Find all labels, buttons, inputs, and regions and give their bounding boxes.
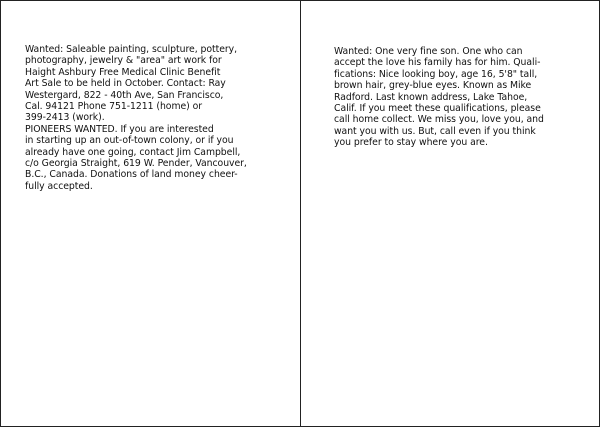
ad-line: 399-2413 (work). xyxy=(25,112,105,124)
ad-line: want you with us. But, call even if you think xyxy=(334,125,536,137)
ad-art-sale xyxy=(25,44,277,124)
left-page xyxy=(1,1,301,426)
ad-line: PIONEERS WANTED. If you are interested xyxy=(25,123,214,135)
ad-line: Westergard, 822 - 40th Ave, San Francisco, xyxy=(25,89,224,101)
ad-wanted-son xyxy=(334,46,584,149)
right-page-column xyxy=(334,46,584,149)
ad-line: call home collect. We miss you, love you, and xyxy=(334,114,544,126)
ad-line: B.C., Canada. Donations of land money cheer- xyxy=(25,169,238,181)
ad-line: Radford. Last known address, Lake Tahoe, xyxy=(334,91,528,103)
ad-line: c/o Georgia Straight, 619 W. Pender, Vancouver, xyxy=(25,158,247,170)
ad-line: Art Sale to be held in October. Contact: Ray xyxy=(25,78,226,90)
right-page xyxy=(301,1,599,426)
ad-line: already have one going, contact Jim Campbell, xyxy=(25,146,241,158)
ad-line: you prefer to stay where you are. xyxy=(334,137,488,149)
ad-line: photography, jewelry & "area" art work for xyxy=(25,55,222,67)
ad-line: brown hair, grey-blue eyes. Known as Mike xyxy=(334,80,532,92)
ad-line: Calif. If you meet these qualifications, please xyxy=(334,103,541,115)
ad-line: Cal. 94121 Phone 751-1211 (home) or xyxy=(25,101,203,113)
ad-line: Wanted: Saleable painting, sculpture, pottery, xyxy=(25,44,238,55)
ad-line: Wanted: One very fine son. One who can xyxy=(334,46,523,57)
ad-line: accept the love his family has for him. Quali- xyxy=(334,57,541,69)
ad-pioneers-wanted xyxy=(25,124,277,192)
ad-line: Haight Ashbury Free Medical Clinic Benefit xyxy=(25,66,221,78)
ad-line: fully accepted. xyxy=(25,180,93,192)
ad-line: in starting up an out-of-town colony, or if you xyxy=(25,135,234,147)
ad-line: fications: Nice looking boy, age 16, 5'8" tall, xyxy=(334,68,538,80)
left-page-column xyxy=(25,44,277,192)
